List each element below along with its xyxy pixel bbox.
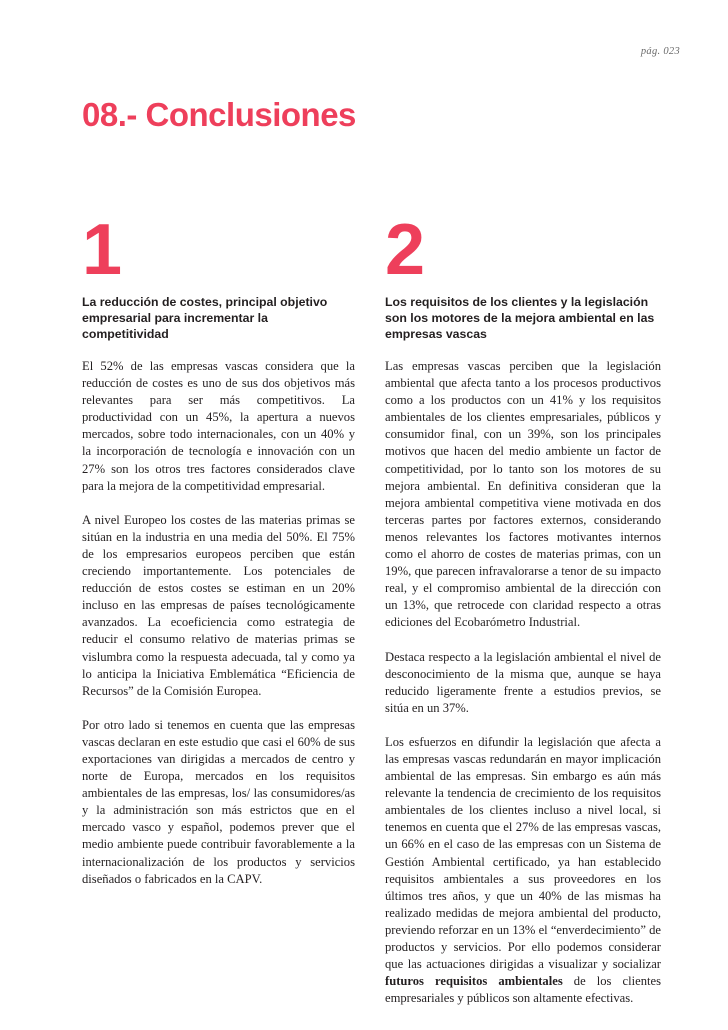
paragraph: Destaca respecto a la legislación ambiental el nivel de desconocimiento de la misma que, aunque se haya reducido ligeramente frente a estudios previos, se sitúa en un 37%. — [385, 649, 661, 715]
page-title: 08.- Conclusiones — [82, 96, 356, 133]
emphasis-text: futuros requisitos ambientales — [385, 974, 563, 989]
paragraph-text: de los clientes empresariales y públicos son altamente efectivas. — [385, 974, 661, 1006]
section-1 — [82, 210, 355, 905]
paragraph: El 52% de las empresas vascas considera que la reducción de costes es uno de sus dos objetivos más relevantes para ser más competitivos. La productividad con un 45%, la apertura a nuevos mercados, sobre todo internacionales, con un 40% y la incorporación de tecnología e innovación con un 27% son los otros tres factores considerados clave para la mejora de la competitividad empresarial. — [82, 359, 355, 493]
section-2 — [385, 210, 661, 1024]
page-number: pág. 023 — [640, 46, 680, 57]
section-number: 1 — [82, 210, 123, 290]
section-number: 2 — [385, 210, 426, 290]
section-heading: Los requisitos de los clientes y la legislación son los motores de la mejora ambiental en las empresas vascas — [385, 295, 655, 341]
paragraph-text: Los esfuerzos en difundir la legislación que afecta a las empresas vascas redundarán en mayor implicación ambiental de las empresas. Sin embargo es aún más relevante la tendencia de crecimiento de los requisitos ambientales de los clientes incluso a nivel local, si tenemos en cuenta que el 27% de las empresas vascas, un 66% en el caso de las empresas con un Sistema de Gestión Ambiental certificado, ya han establecido requisitos ambientales a sus proveedores en los últimos tres años, y que un 40% de las mismas ha realizado medidas de mejora ambiental del producto, previendo reforzar en un 13% el “enverdecimiento” de productos y servicios. Por ello podemos considerar que las actuaciones dirigidas a visualizar y socializar — [385, 734, 661, 972]
paragraph: Las empresas vascas perciben que la legislación ambiental que afecta tanto a los procesos productivos como a los productos con un 41% y los requisitos ambientales de los clientes empresariales, públicos y consumidor final, con un 39%, son los principales motivos que hacen del medio ambiente un factor de competitividad, por lo tanto son los motores de su mejora ambiental. En definitiva consideran que la mejora ambiental competitiva viene motivada en dos terceras partes por factores externos, considerando menos relevantes los factores motivantes internos como el ahorro de costes de materias primas, con un 19%, que parecen infravalorarse a tenor de su impacto real, y el compromiso ambiental de la dirección con un 13%, que retrocede con claridad respecto a otras ediciones del Ecobarómetro Industrial. — [385, 359, 661, 630]
paragraph: Por otro lado si tenemos en cuenta que las empresas vascas declaran en este estudio que casi el 60% de sus exportaciones van dirigidas a mercados de centro y norte de Europa, mercados en los requisitos ambientales de las empresas, los/ las consumidores/as y la administración son más estrictos que en el mercado vasco y español, podemos prever que el medio ambiente puede contribuir favorablemente a la internacionalización de los productos y servicios diseñados o fabricados en la CAPV. — [82, 717, 355, 886]
section-heading: La reducción de costes, principal objetivo empresarial para incrementar la competitividad — [82, 295, 328, 341]
paragraph: A nivel Europeo los costes de las materias primas se sitúan en la industria en una media del 50%. El 75% de los empresarios europeos perciben que están creciendo importantemente. Los potenciales de reducción de estos costes se estiman en un 20% incluso en las empresas de países tecnológicamente avanzados. La ecoeficiencia como estrategia de reducir el consumo relativo de materias primas se vislumbra como la respuesta adecuada, tal y como ya lo anticipa la Iniciativa Emblemática “Eficiencia de Recursos” de la Comisión Europea. — [82, 512, 355, 698]
paragraph — [385, 734, 661, 1008]
